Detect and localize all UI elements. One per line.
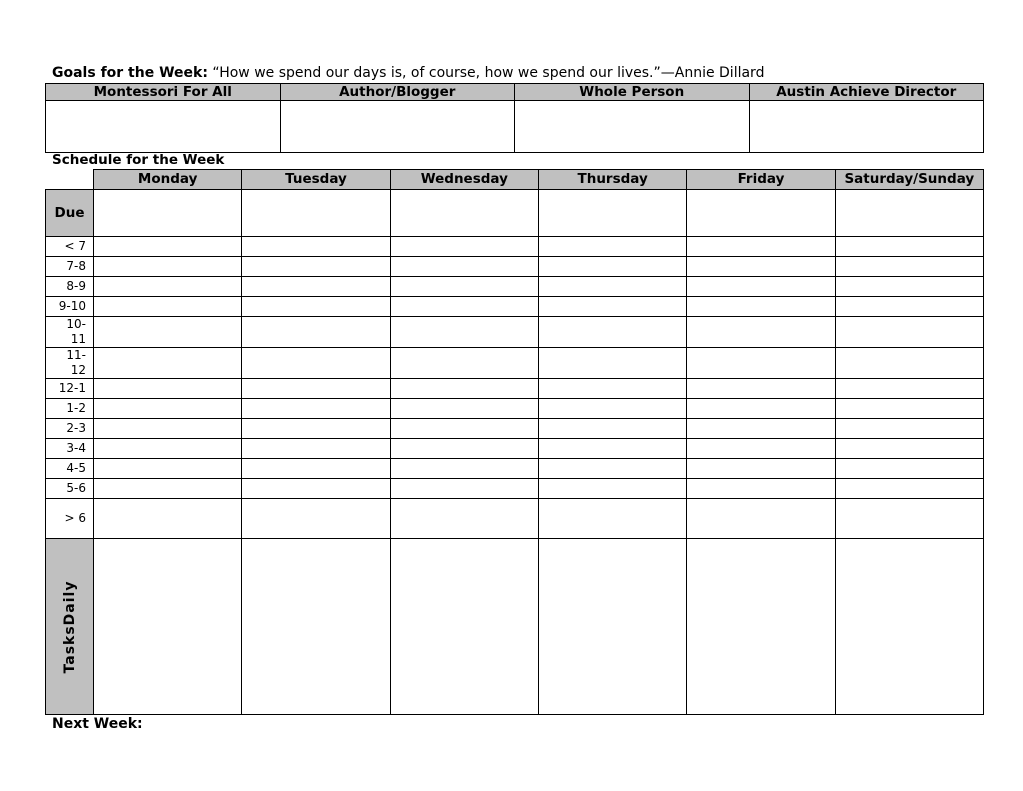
schedule-cell[interactable]: [94, 317, 242, 348]
schedule-cell[interactable]: [538, 499, 686, 539]
schedule-cell[interactable]: [390, 237, 538, 257]
goals-heading: [52, 65, 764, 81]
schedule-cell[interactable]: [687, 257, 835, 277]
time-slot-label: 1-2: [46, 399, 94, 419]
schedule-cell[interactable]: [94, 419, 242, 439]
schedule-cell[interactable]: [242, 399, 390, 419]
time-slot-label: 11- 12: [46, 348, 94, 379]
goals-quote: “How we spend our days is, of course, how we spend our lives.”—Annie Dillard: [212, 65, 765, 81]
schedule-cell[interactable]: [687, 499, 835, 539]
schedule-cell[interactable]: [94, 499, 242, 539]
schedule-cell[interactable]: [390, 190, 538, 237]
goal-entry-cell[interactable]: [280, 101, 515, 153]
corner-cell: [46, 170, 94, 190]
schedule-cell[interactable]: [687, 190, 835, 237]
time-row: [46, 399, 984, 419]
schedule-cell[interactable]: [687, 348, 835, 379]
schedule-cell[interactable]: [538, 237, 686, 257]
time-slot-label: 9-10: [46, 297, 94, 317]
schedule-cell[interactable]: [94, 539, 242, 715]
schedule-cell[interactable]: [835, 348, 983, 379]
goals-table: [45, 83, 984, 153]
tasks-daily-cell: [46, 539, 94, 715]
schedule-cell[interactable]: [390, 419, 538, 439]
time-row: [46, 317, 984, 348]
goal-entry-cell[interactable]: [515, 101, 750, 153]
schedule-cell[interactable]: [94, 190, 242, 237]
schedule-cell[interactable]: [94, 257, 242, 277]
schedule-cell[interactable]: [538, 297, 686, 317]
day-header: Wednesday: [390, 170, 538, 190]
schedule-cell[interactable]: [94, 348, 242, 379]
schedule-cell[interactable]: [390, 499, 538, 539]
schedule-cell[interactable]: [687, 479, 835, 499]
goal-column-header: Whole Person: [515, 84, 750, 101]
schedule-cell[interactable]: [538, 439, 686, 459]
schedule-cell[interactable]: [390, 399, 538, 419]
day-header: Saturday/Sunday: [835, 170, 983, 190]
goals-header-row: [46, 84, 984, 101]
schedule-cell[interactable]: [94, 479, 242, 499]
time-slot-label: 2-3: [46, 419, 94, 439]
schedule-cell[interactable]: [687, 379, 835, 399]
time-slot-label: 8-9: [46, 277, 94, 297]
time-slot-label: > 6: [46, 499, 94, 539]
schedule-cell[interactable]: [242, 317, 390, 348]
schedule-cell[interactable]: [242, 257, 390, 277]
schedule-cell[interactable]: [538, 348, 686, 379]
schedule-cell[interactable]: [538, 257, 686, 277]
goal-entry-cell[interactable]: [46, 101, 281, 153]
due-row: [46, 190, 984, 237]
goal-column-header: Austin Achieve Director: [749, 84, 984, 101]
schedule-cell[interactable]: [835, 379, 983, 399]
schedule-cell[interactable]: [94, 297, 242, 317]
time-slot-label: 3-4: [46, 439, 94, 459]
time-slot-label: 5-6: [46, 479, 94, 499]
schedule-cell[interactable]: [94, 237, 242, 257]
schedule-cell[interactable]: [242, 277, 390, 297]
schedule-cell[interactable]: [390, 379, 538, 399]
schedule-cell[interactable]: [687, 399, 835, 419]
due-label: Due: [46, 190, 94, 237]
schedule-cell[interactable]: [687, 419, 835, 439]
schedule-cell[interactable]: [390, 348, 538, 379]
schedule-cell[interactable]: [687, 297, 835, 317]
schedule-cell[interactable]: [538, 479, 686, 499]
schedule-cell[interactable]: [390, 297, 538, 317]
goals-entry-row: [46, 101, 984, 153]
schedule-cell[interactable]: [835, 190, 983, 237]
schedule-cell[interactable]: [687, 317, 835, 348]
schedule-cell[interactable]: [538, 419, 686, 439]
schedule-cell[interactable]: [390, 277, 538, 297]
schedule-cell[interactable]: [538, 459, 686, 479]
schedule-cell[interactable]: [835, 277, 983, 297]
schedule-cell[interactable]: [835, 479, 983, 499]
schedule-cell[interactable]: [390, 459, 538, 479]
schedule-cell[interactable]: [687, 237, 835, 257]
schedule-cell[interactable]: [835, 539, 983, 715]
schedule-cell[interactable]: [390, 539, 538, 715]
schedule-cell[interactable]: [94, 439, 242, 459]
tasks-row: [46, 539, 984, 715]
day-header: Monday: [94, 170, 242, 190]
schedule-cell[interactable]: [538, 399, 686, 419]
time-slot-label: 10- 11: [46, 317, 94, 348]
time-row: [46, 348, 984, 379]
day-header: Friday: [687, 170, 835, 190]
schedule-cell[interactable]: [538, 190, 686, 237]
time-row: [46, 379, 984, 399]
schedule-cell[interactable]: [94, 399, 242, 419]
schedule-cell[interactable]: [835, 317, 983, 348]
time-row: [46, 479, 984, 499]
schedule-cell[interactable]: [835, 419, 983, 439]
day-header: Tuesday: [242, 170, 390, 190]
schedule-cell[interactable]: [835, 257, 983, 277]
schedule-cell[interactable]: [242, 459, 390, 479]
time-slot-label: < 7: [46, 237, 94, 257]
schedule-cell[interactable]: [835, 499, 983, 539]
goals-label: Goals for the Week:: [52, 65, 208, 81]
schedule-cell[interactable]: [538, 539, 686, 715]
schedule-cell[interactable]: [242, 190, 390, 237]
time-row: [46, 459, 984, 479]
day-header: Thursday: [538, 170, 686, 190]
schedule-cell[interactable]: [94, 459, 242, 479]
time-row: [46, 439, 984, 459]
next-week-label: Next Week:: [52, 716, 143, 732]
schedule-cell[interactable]: [390, 317, 538, 348]
schedule-cell[interactable]: [835, 439, 983, 459]
schedule-cell[interactable]: [390, 439, 538, 459]
schedule-cell[interactable]: [538, 379, 686, 399]
tasks-daily-label: TasksDaily: [61, 580, 78, 673]
schedule-cell[interactable]: [242, 539, 390, 715]
time-row: [46, 297, 984, 317]
schedule-table: [45, 169, 984, 715]
time-slot-label: 7-8: [46, 257, 94, 277]
schedule-title: Schedule for the Week: [52, 152, 225, 168]
schedule-cell[interactable]: [390, 257, 538, 277]
schedule-cell[interactable]: [835, 297, 983, 317]
goal-column-header: Author/Blogger: [280, 84, 515, 101]
schedule-cell[interactable]: [242, 237, 390, 257]
time-row: [46, 277, 984, 297]
schedule-cell[interactable]: [242, 348, 390, 379]
schedule-cell[interactable]: [94, 379, 242, 399]
schedule-cell[interactable]: [835, 237, 983, 257]
time-row: [46, 419, 984, 439]
goal-column-header: Montessori For All: [46, 84, 281, 101]
time-row: [46, 499, 984, 539]
time-row: [46, 257, 984, 277]
schedule-cell[interactable]: [242, 297, 390, 317]
schedule-cell[interactable]: [835, 459, 983, 479]
time-slot-label: 4-5: [46, 459, 94, 479]
schedule-cell[interactable]: [835, 399, 983, 419]
schedule-header-row: [46, 170, 984, 190]
schedule-cell[interactable]: [538, 277, 686, 297]
time-row: [46, 237, 984, 257]
time-slot-label: 12-1: [46, 379, 94, 399]
schedule-cell[interactable]: [242, 419, 390, 439]
schedule-cell[interactable]: [94, 277, 242, 297]
schedule-cell[interactable]: [242, 499, 390, 539]
schedule-cell[interactable]: [687, 459, 835, 479]
schedule-cell[interactable]: [538, 317, 686, 348]
schedule-cell[interactable]: [687, 277, 835, 297]
schedule-cell[interactable]: [242, 439, 390, 459]
schedule-cell[interactable]: [390, 479, 538, 499]
schedule-cell[interactable]: [687, 539, 835, 715]
goal-entry-cell[interactable]: [749, 101, 984, 153]
schedule-cell[interactable]: [242, 479, 390, 499]
schedule-cell[interactable]: [687, 439, 835, 459]
schedule-cell[interactable]: [242, 379, 390, 399]
